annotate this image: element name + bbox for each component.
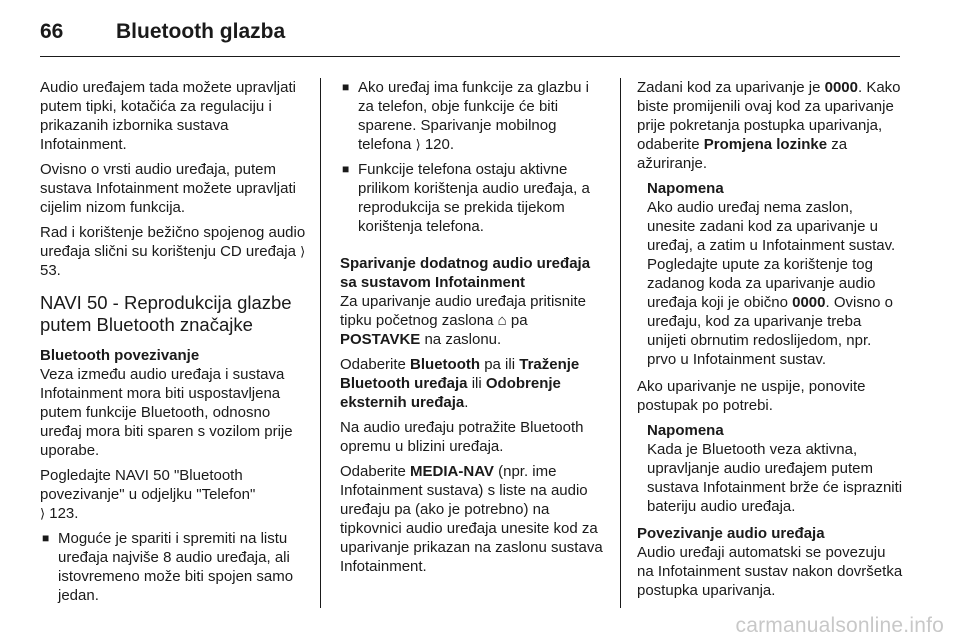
column-divider-2 — [620, 78, 621, 608]
note-text: Ako audio uređaj nema zaslon, unesite zadani kod za uparivanje u uređaj, a zatim u Infotainment sustav. Pogledajte upute za korištenje tog zadanog koda za uparivanje audio uređaja koji je obično 0000. Ovisno o uređaju, kod za uparivanje treba unijeti obrnutim redoslijedom, npr. prvo u Infotainment sustav. — [647, 199, 896, 368]
note-title: Napomena — [647, 180, 724, 197]
paragraph: Na audio uređaju potražite Bluetooth opremu u blizini uređaja. — [340, 419, 584, 455]
column-divider-1 — [320, 78, 321, 608]
paragraph: Odaberite Bluetooth pa ili Traženje Bluetooth uređaja ili Odobrenje eksternih uređaja. — [340, 356, 580, 411]
bullet-icon: ■ — [342, 80, 350, 94]
bullet-icon: ■ — [42, 531, 50, 545]
list-item: ■ Ako uređaj ima funkcije za glazbu i za telefon, obje funkcije će biti sparene. Sparivanje mobilnog telefona ⟩ 120. — [342, 79, 589, 153]
paragraph: Pogledajte NAVI 50 "Bluetooth povezivanje" u odjeljku "Telefon" ⟩ 123. — [40, 467, 256, 522]
page-reference-link[interactable]: 123. — [49, 505, 79, 522]
paragraph: Audio uređajem tada možete upravljati putem tipki, kotačića za regulaciju i prikazanih izbornika sustava Infotainment. — [40, 79, 296, 153]
page-reference-link[interactable]: 120. — [424, 136, 455, 153]
page-header — [40, 10, 285, 54]
note-text: Kada je Bluetooth veza aktivna, upravljanje audio uređajem putem sustava Infotainment brže će isprazniti bateriju audio uređaja. — [647, 441, 903, 515]
page-reference-link[interactable]: 53. — [40, 262, 61, 279]
list-item: ■ Funkcije telefona ostaju aktivne prilikom korištenja audio uređaja, a reprodukcija se prekida tijekom korištenja telefona. — [342, 161, 590, 235]
column-1 — [40, 78, 306, 611]
page-reference-icon[interactable]: ⟩ — [300, 244, 306, 259]
section-heading: NAVI 50 - Reprodukcija glazbe putem Bluetooth značajke — [40, 292, 292, 335]
watermark: carmanualsonline.info — [735, 614, 944, 637]
paragraph: Za uparivanje audio uređaja pritisnite tipku početnog zaslona ⌂ pa POSTAVKE na zaslonu. — [340, 293, 586, 348]
column-3 — [637, 78, 903, 606]
paragraph: Ovisno o vrsti audio uređaja, putem sustava Infotainment možete upravljati cijelim nizom funkcija. — [40, 161, 296, 216]
list-item: ■ Moguće je spariti i spremiti na listu uređaja najviše 8 audio uređaja, ali istovremeno može biti spojen samo jedan. — [42, 530, 294, 604]
paragraph: Odaberite MEDIA-NAV (npr. ime Infotainment sustava) s liste na audio uređaju pa (ako je potrebno) na tipkovnici audio uređaja unesite kod za uparivanje prikazan na zaslonu sustava Infotainment. — [340, 463, 603, 575]
paragraph: Audio uređaji automatski se povezuju na Infotainment sustav nakon dovršetka postupka uparivanja. — [637, 544, 903, 599]
paragraph: Rad i korištenje bežično spojenog audio uređaja slični su korištenju CD uređaja ⟩ 53. — [40, 224, 306, 279]
home-icon: ⌂ — [497, 312, 507, 329]
note-box — [647, 179, 903, 369]
paragraph: Zadani kod za uparivanje je 0000. Kako biste promijenili ovaj kod za uparivanje prije pokretanja postupka uparivanja, odaberite Promjena lozinke za ažuriranje. — [637, 79, 901, 172]
header-rule — [40, 56, 900, 57]
bullet-icon: ■ — [342, 162, 350, 176]
subsection-heading: Sparivanje dodatnog audio uređaja sa sustavom Infotainment — [340, 255, 591, 291]
note-title: Napomena — [647, 422, 724, 439]
page-reference-icon[interactable]: ⟩ — [40, 506, 46, 521]
subsection-heading: Bluetooth povezivanje — [40, 347, 200, 364]
column-2 — [340, 78, 606, 582]
page-reference-icon[interactable]: ⟩ — [415, 137, 421, 152]
subsection-heading: Povezivanje audio uređaja — [637, 525, 825, 542]
paragraph: Ako uparivanje ne uspije, ponovite postupak po potrebi. — [637, 378, 866, 414]
paragraph: Veza između audio uređaja i sustava Infotainment mora biti uspostavljena putem funkcije Bluetooth, odnosno uređaj mora biti sparen s vozilom prije uporabe. — [40, 366, 293, 459]
page-number: 66 — [40, 20, 64, 43]
note-box — [647, 421, 903, 516]
chapter-title: Bluetooth glazba — [116, 20, 286, 43]
